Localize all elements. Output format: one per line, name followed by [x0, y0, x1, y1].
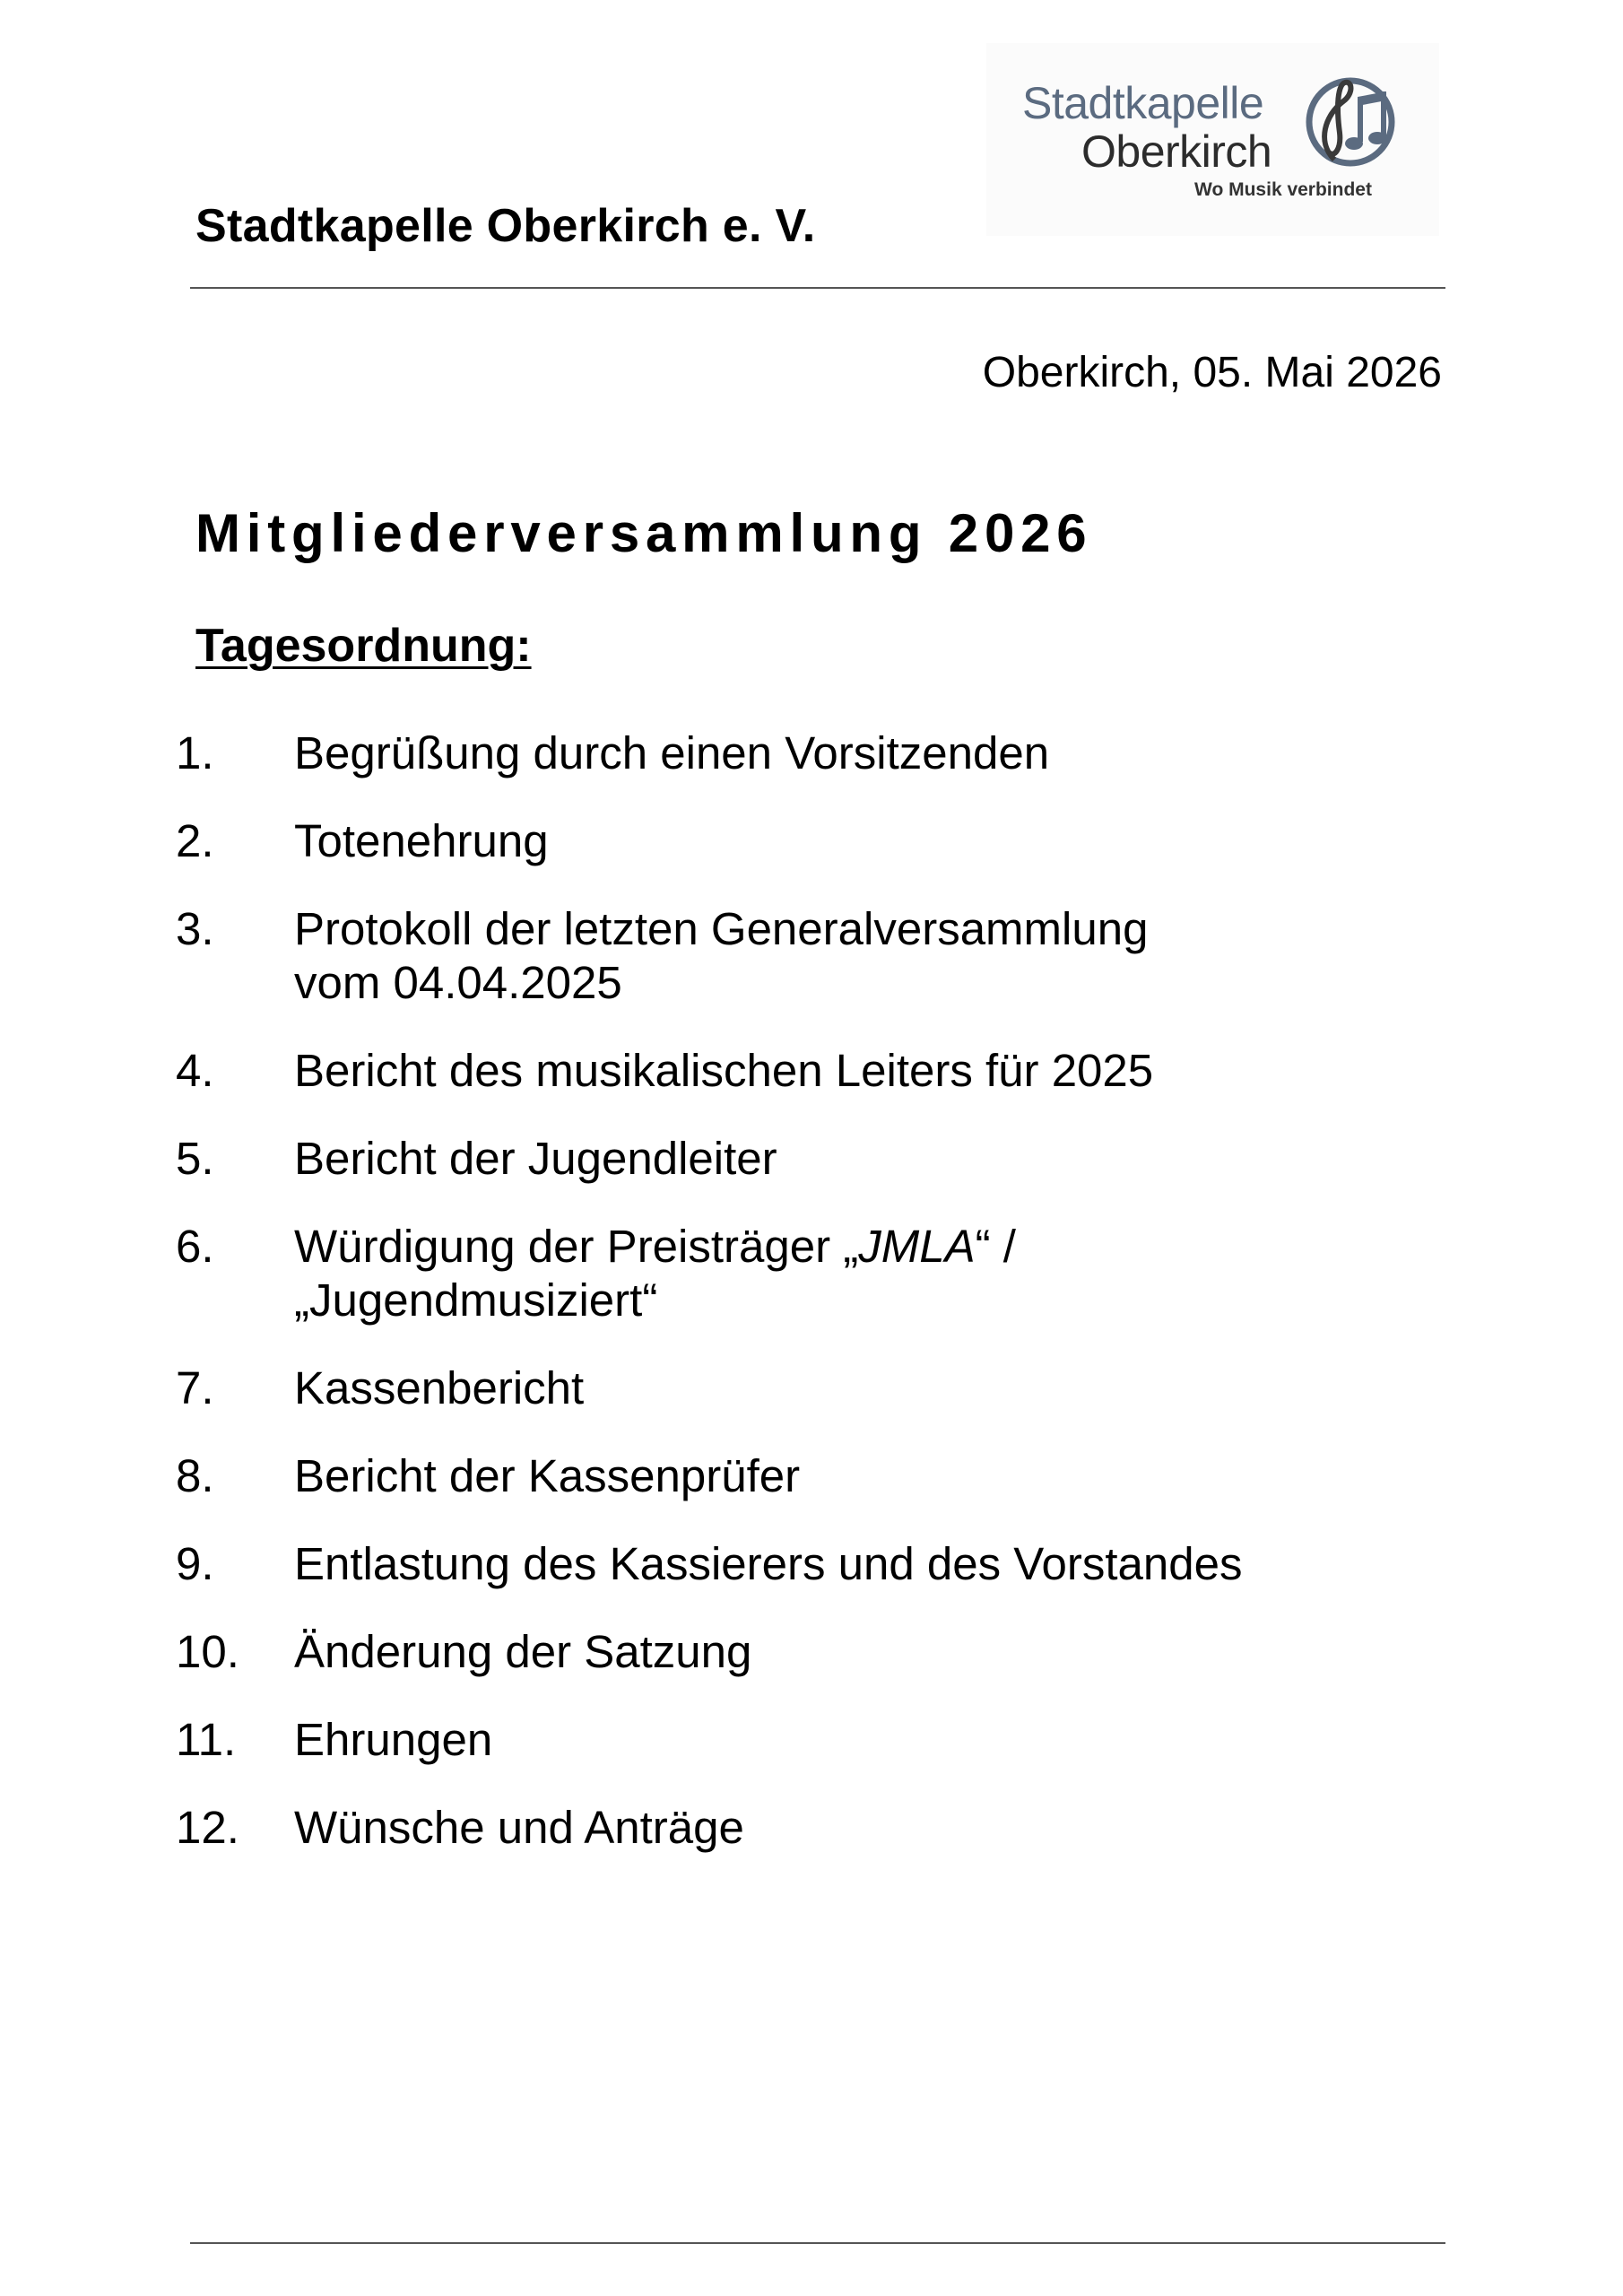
agenda-item-number: 9.: [176, 1538, 214, 1589]
agenda-item-text: Protokoll der letzten Generalversammlung: [294, 903, 1149, 954]
agenda-item-text: Bericht des musikalischen Leiters für 2025: [294, 1045, 1154, 1096]
agenda-item: [176, 1449, 1449, 1503]
agenda-item-text: Änderung der Satzung: [294, 1626, 752, 1677]
agenda-item-number: 5.: [176, 1133, 214, 1184]
agenda-item-text: Bericht der Kassenprüfer: [294, 1450, 801, 1501]
logo-text-line2: Oberkirch: [1081, 126, 1272, 177]
organization-name: Stadtkapelle Oberkirch e. V.: [195, 200, 816, 252]
agenda-item-number: 2.: [176, 815, 214, 866]
agenda-item-text: Würdigung der Preisträger „JMLA“ /: [294, 1221, 1016, 1272]
agenda-item-number: 3.: [176, 903, 214, 954]
agenda-item: [176, 1132, 1449, 1186]
agenda-heading: Tagesordnung:: [195, 620, 532, 672]
agenda-item-number: 7.: [176, 1362, 214, 1413]
agenda-item-text: Wünsche und Anträge: [294, 1802, 744, 1853]
logo-tagline: Wo Musik verbindet: [1194, 179, 1372, 200]
music-note-clef-icon: [1298, 70, 1399, 178]
date-line: Oberkirch, 05. Mai 2026: [982, 349, 1442, 396]
agenda-item-text-continued: vom 04.04.2025: [294, 957, 622, 1008]
agenda-item-text: Begrüßung durch einen Vorsitzenden: [294, 727, 1050, 778]
header-divider: [190, 287, 1445, 289]
agenda-item: [176, 726, 1449, 780]
logo-text-line1: Stadtkapelle: [1022, 78, 1264, 128]
agenda-item-text: Kassenbericht: [294, 1362, 585, 1413]
footer-divider: [190, 2242, 1445, 2244]
agenda-item: [176, 814, 1449, 868]
document-title: Mitgliederversammlung 2026: [195, 503, 1093, 563]
agenda-item: [176, 1220, 1449, 1327]
agenda-item-text: Totenehrung: [294, 815, 549, 866]
agenda-item-number: 11.: [176, 1714, 237, 1765]
agenda-item-number: 1.: [176, 727, 214, 778]
agenda-item: [176, 1044, 1449, 1098]
agenda-item-text-continued: „Jugendmusiziert“: [294, 1274, 658, 1326]
agenda-item-number: 12.: [176, 1802, 239, 1853]
agenda-list: [176, 726, 1449, 1889]
agenda-item-number: 10.: [176, 1626, 239, 1677]
agenda-item: [176, 1801, 1449, 1855]
agenda-item: [176, 1361, 1449, 1415]
agenda-item: [176, 902, 1449, 1010]
logo: [986, 43, 1439, 236]
agenda-item-text: Ehrungen: [294, 1714, 493, 1765]
agenda-item: [176, 1537, 1449, 1591]
agenda-item-number: 4.: [176, 1045, 214, 1096]
agenda-item-number: 8.: [176, 1450, 214, 1501]
agenda-item-text: Entlastung des Kassierers und des Vorstandes: [294, 1538, 1243, 1589]
agenda-item: [176, 1625, 1449, 1679]
agenda-item-number: 6.: [176, 1221, 214, 1272]
agenda-item-text: Bericht der Jugendleiter: [294, 1133, 777, 1184]
agenda-item: [176, 1713, 1449, 1767]
